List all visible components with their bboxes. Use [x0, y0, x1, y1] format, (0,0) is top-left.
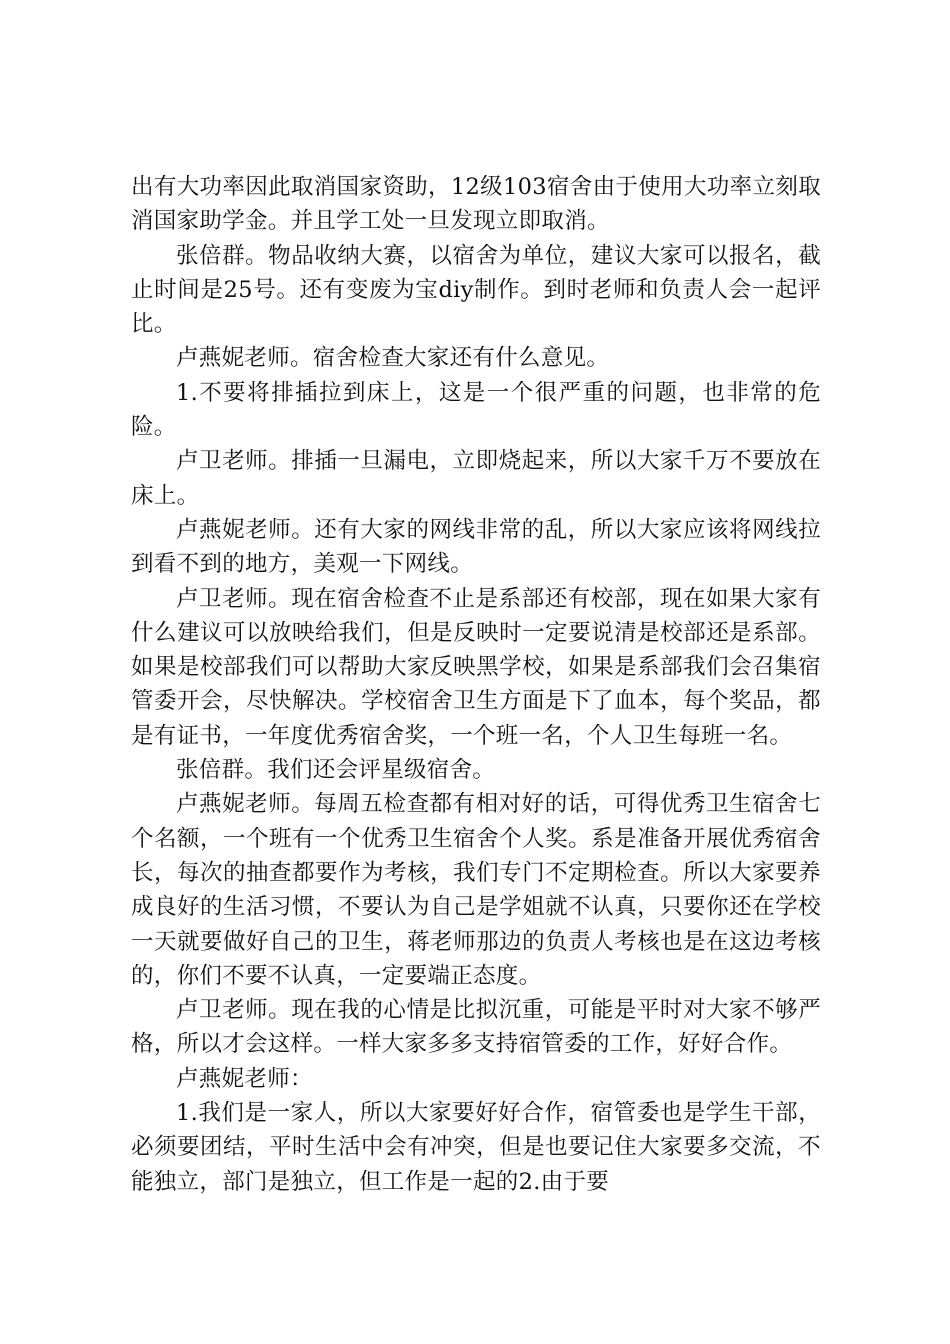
paragraph: 卢卫老师。现在我的心情是比拟沉重，可能是平时对大家不够严格，所以才会这样。一样大家多多支持宿管委的工作，好好合作。 [131, 997, 821, 1058]
paragraph: 卢燕妮老师。还有大家的网线非常的乱，所以大家应该将网线拉到看不到的地方，美观一下网线。 [131, 516, 821, 578]
paragraph: 出有大功率因此取消国家资助，12级103宿舍由于使用大功率立刻取消国家助学金。并且学工处一旦发现立即取消。 [131, 174, 821, 235]
paragraph: 卢卫老师。排插一旦漏电，立即烧起来，所以大家千万不要放在床上。 [131, 448, 821, 509]
paragraph: 卢燕妮老师。宿舍检查大家还有什么意见。 [176, 345, 610, 372]
paragraph: 张倍群。物品收纳大赛，以宿舍为单位，建议大家可以报名，截止时间是25号。还有变废为宝diy制作。到时老师和负责人会一起评比。 [131, 242, 821, 338]
paragraph: 1.不要将排插拉到床上，这是一个很严重的问题，也非常的危险。 [131, 379, 821, 441]
paragraph: 卢燕妮老师： [176, 1065, 313, 1092]
paragraph: 卢卫老师。现在宿舍检查不止是系部还有校部，现在如果大家有什么建议可以放映给我们，但是反映时一定要说清是校部还是系部。如果是校部我们可以帮助大家反映黑学校，如果是系部我们会召集宿管委开会，尽快解决。学校宿舍卫生方面是下了血本，每个奖品，都是有证书，一年度优秀宿舍奖，一个班一名，个人卫生每班一名。 [131, 585, 821, 749]
paragraph: 卢燕妮老师。每周五检查都有相对好的话，可得优秀卫生宿舍七个名额，一个班有一个优秀卫生宿舍个人奖。系是准备开展优秀宿舍长，每次的抽查都要作为考核，我们专门不定期检查。所以大家要养成良好的生活习惯，不要认为自己是学姐就不认真，只要你还在学校一天就要做好自己的卫生，蒋老师那边的负责人考核也是在这边考核的，你们不要不认真，一定要端正态度。 [131, 791, 821, 989]
document-body [131, 170, 821, 1199]
paragraph: 1.我们是一家人，所以大家要好好合作，宿管委也是学生干部，必须要团结，平时生活中会有冲突，但是也要记住大家要多交流，不能独立，部门是独立，但工作是一起的2.由于要 [131, 1100, 821, 1195]
paragraph: 张倍群。我们还会评星级宿舍。 [176, 757, 496, 784]
